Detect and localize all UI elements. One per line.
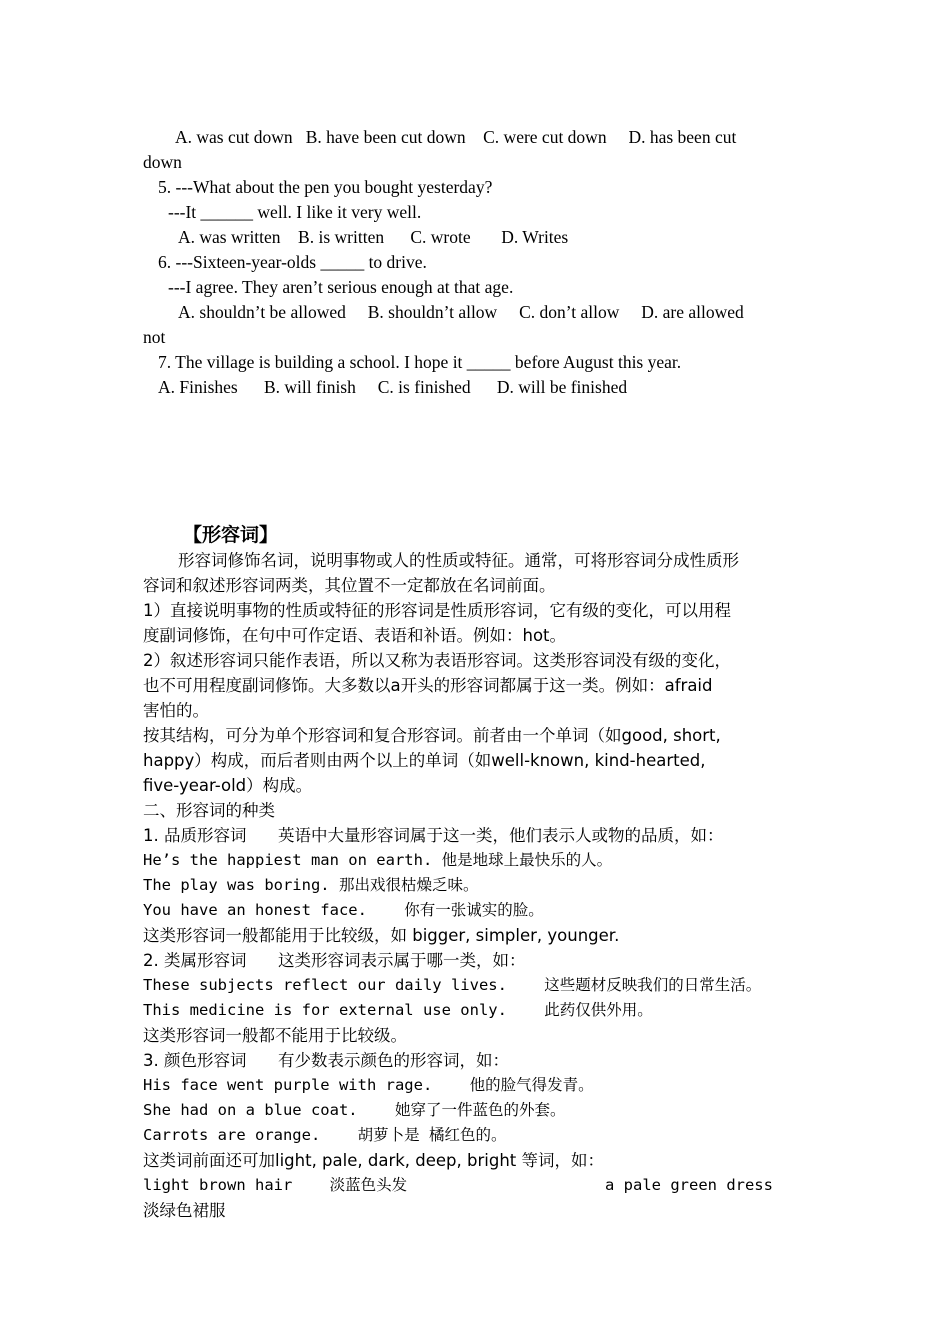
point2-line2: 也不可用程度副词修饰。大多数以a开头的形容词都属于这一类。例如：afraid: [143, 676, 713, 695]
point1-line1: 1）直接说明事物的性质或特征的形容词是性质形容词，它有级的变化，可以用程: [143, 601, 731, 620]
type2-example2: This medicine is for external use only. 此药仅供外用。: [143, 1001, 653, 1019]
type3-example1: His face went purple with rage. 他的脸气得发青。: [143, 1076, 594, 1094]
type1-title: 1. 品质形容词 英语中大量形容词属于这一类，他们表示人或物的品质，如：: [143, 826, 724, 845]
q6-options-line1: A. shouldn’t be allowed B. shouldn’t allow C. don’t allow D. are allowed: [178, 302, 744, 322]
type3-example2: She had on a blue coat. 她穿了一件蓝色的外套。: [143, 1101, 566, 1119]
type3-example4c: 淡绿色裙服: [143, 1201, 226, 1220]
type3-example4b: a pale green dress: [605, 1176, 773, 1194]
point2-line3: 害怕的。: [143, 701, 209, 720]
q6-answer: ---I agree. They aren’t serious enough at that age.: [168, 277, 514, 297]
type2-example1: These subjects reflect our daily lives. 这些题材反映我们的日常生活。: [143, 976, 762, 994]
structure-line1: 按其结构，可分为单个形容词和复合形容词。前者由一个单词（如good, short,: [143, 726, 721, 745]
structure-line3: five-year-old）构成。: [143, 776, 313, 795]
type2-title: 2. 类属形容词 这类形容词表示属于哪一类，如：: [143, 951, 526, 970]
types-heading: 二、形容词的种类: [143, 801, 275, 820]
type3-example4a: light brown hair 淡蓝色头发: [143, 1176, 408, 1194]
intro-line1: 形容词修饰名词，说明事物或人的性质或特征。通常，可将形容词分成性质形: [178, 551, 739, 570]
q7-options: A. Finishes B. will finish C. is finished D. will be finished: [158, 377, 628, 397]
section-heading: 【形容词】: [183, 524, 279, 546]
type1-note: 这类形容词一般都能用于比较级，如 bigger, simpler, younger.: [143, 926, 620, 945]
q4-options-line1: A. was cut down B. have been cut down C. were cut down D. has been cut: [175, 127, 737, 147]
intro-line2: 容词和叙述形容词两类，其位置不一定都放在名词前面。: [143, 576, 556, 595]
structure-line2: happy）构成，而后者则由两个以上的单词（如well-known, kind-hearted,: [143, 751, 706, 770]
type3-example3: Carrots are orange. 胡萝卜是 橘红色的。: [143, 1126, 507, 1144]
q6-options-line2: not: [143, 327, 166, 347]
type3-title: 3. 颜色形容词 有少数表示颜色的形容词，如：: [143, 1051, 509, 1070]
type1-example3: You have an honest face. 你有一张诚实的脸。: [143, 901, 544, 919]
q5-answer: ---It ______ well. I like it very well.: [168, 202, 422, 222]
q6-question: 6. ---Sixteen-year-olds _____ to drive.: [158, 252, 427, 272]
point2-line1: 2）叙述形容词只能作表语，所以又称为表语形容词。这类形容词没有级的变化，: [143, 651, 731, 670]
q7-question: 7. The village is building a school. I hope it _____ before August this year.: [158, 352, 682, 372]
type3-note: 这类词前面还可加light, pale, dark, deep, bright 等词，如：: [143, 1151, 605, 1170]
type2-note: 这类形容词一般都不能用于比较级。: [143, 1026, 407, 1045]
q4-options-line2: down: [143, 152, 182, 172]
q5-question: 5. ---What about the pen you bought yesterday?: [158, 177, 493, 197]
type1-example2: The play was boring. 那出戏很枯燥乏味。: [143, 876, 479, 894]
point1-line2: 度副词修饰，在句中可作定语、表语和补语。例如：hot。: [143, 626, 567, 645]
type1-example1: He’s the happiest man on earth. 他是地球上最快乐的人。: [143, 851, 613, 869]
q5-options: A. was written B. is written C. wrote D. Writes: [178, 227, 569, 247]
